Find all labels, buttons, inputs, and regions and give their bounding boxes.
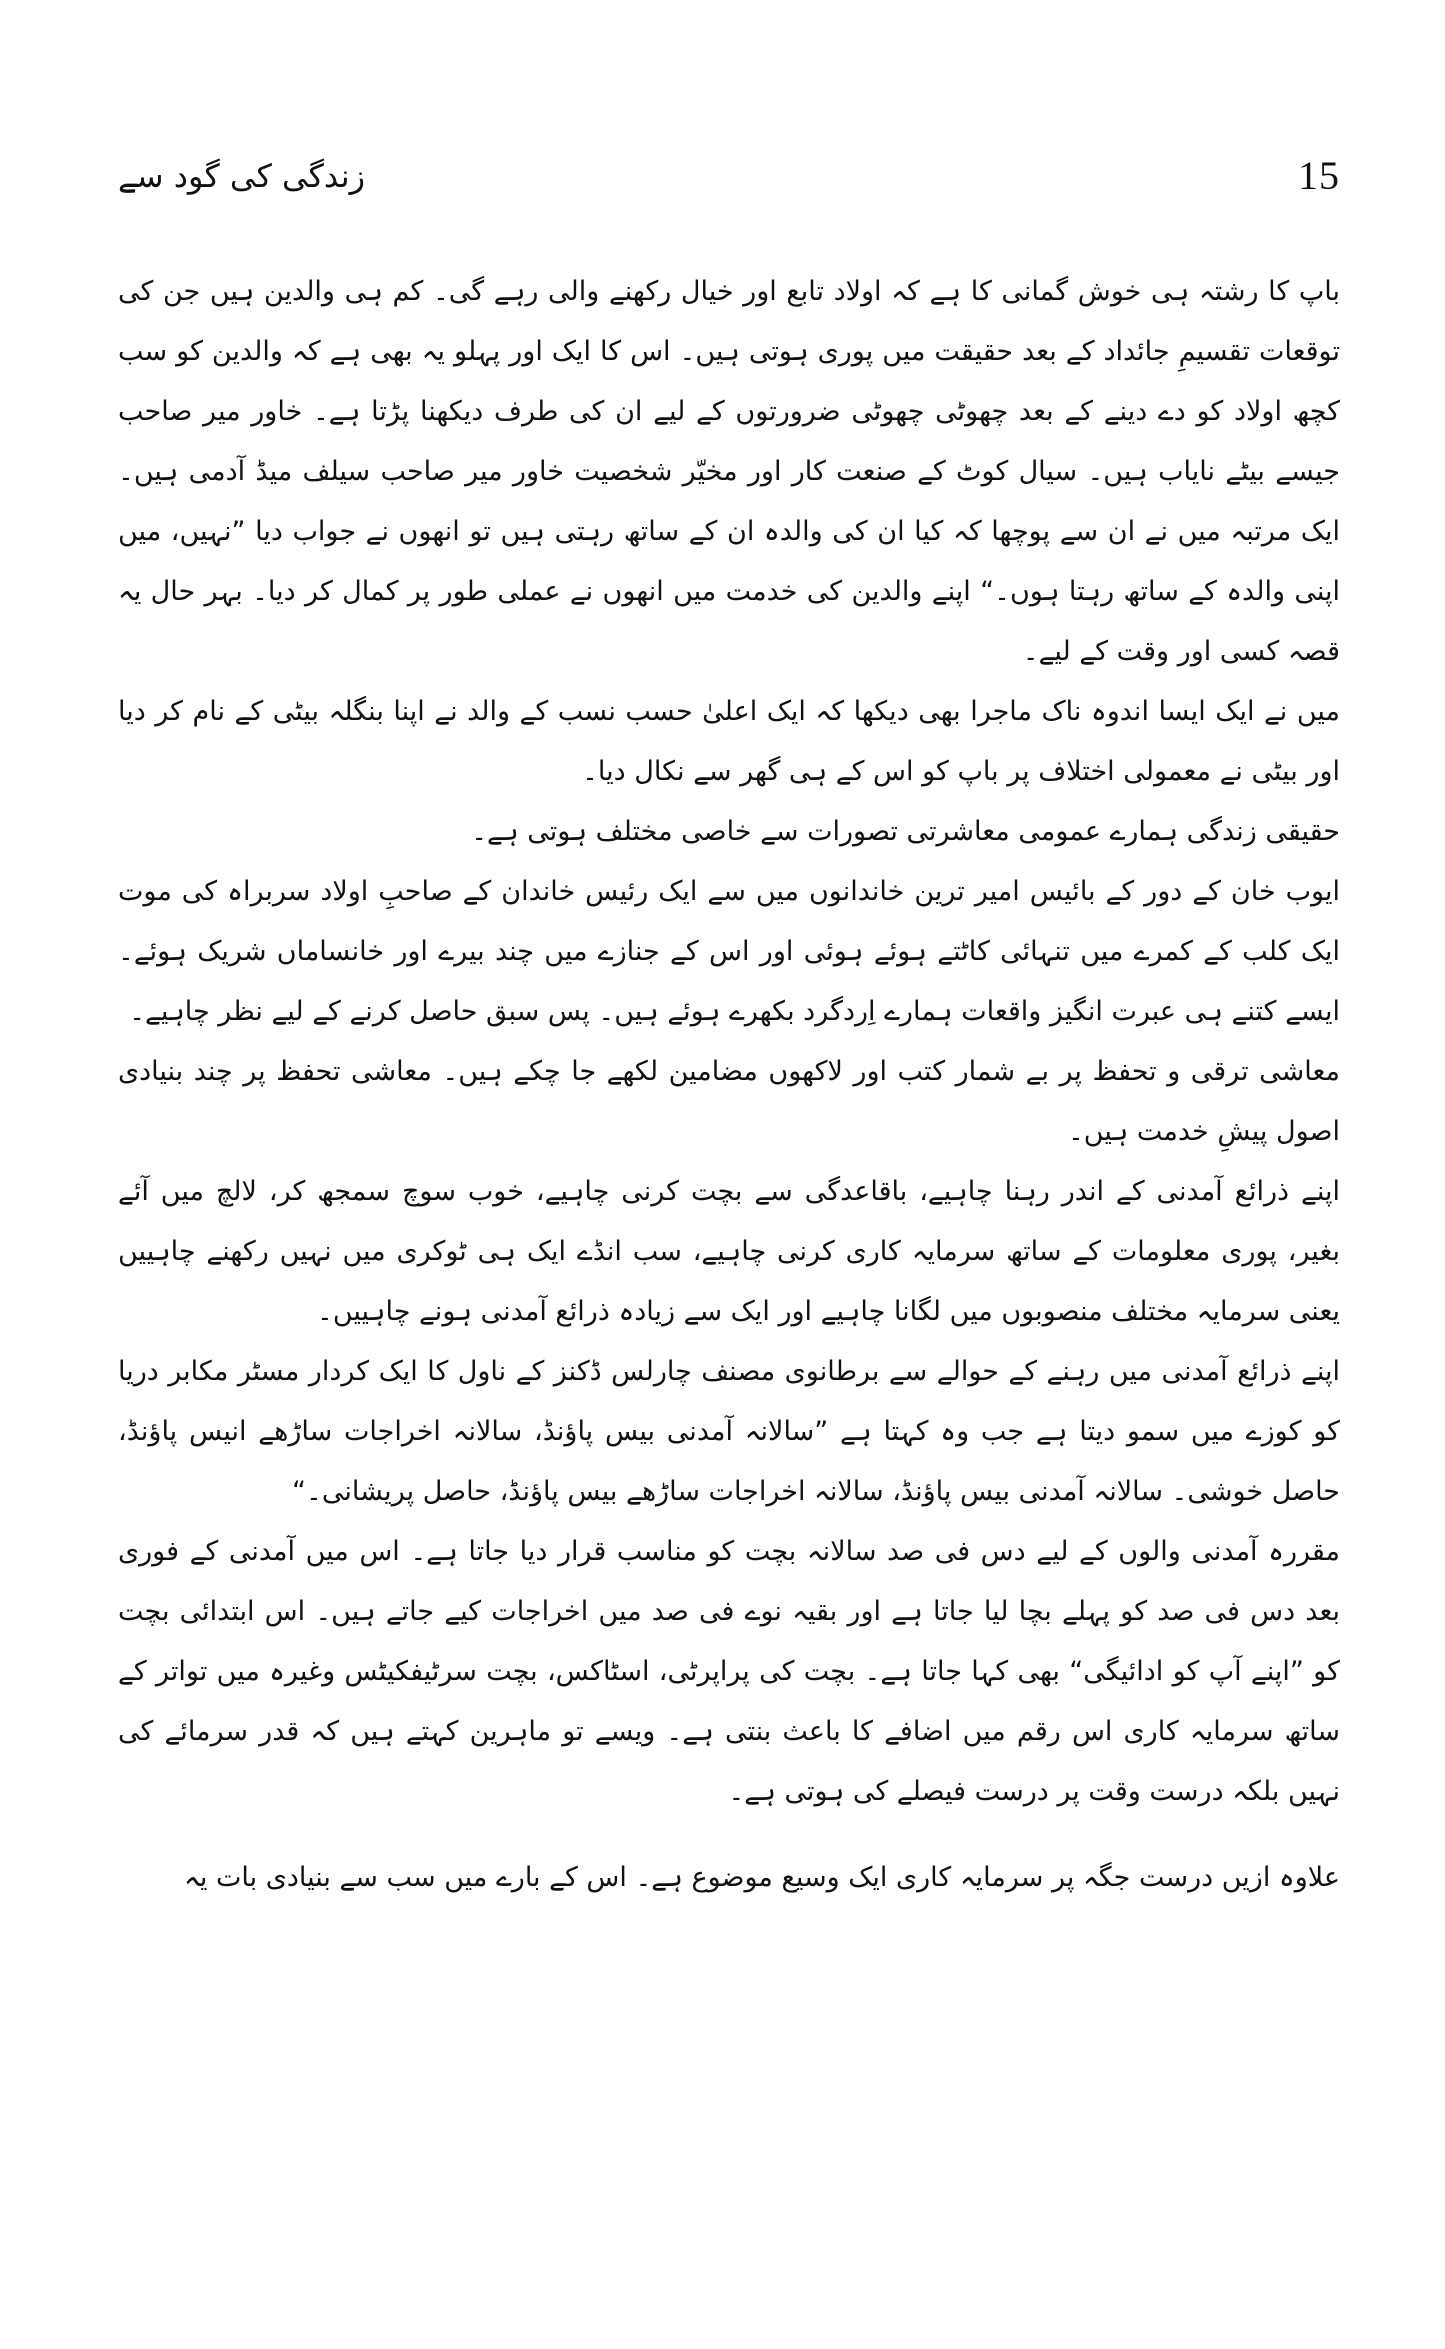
running-header bbox=[118, 148, 1340, 208]
paragraph: معاشی ترقی و تحفظ پر بے شمار کتب اور لاکھوں مضامین لکھے جا چکے ہیں۔ معاشی تحفظ پر چند بنیادی اصول پیشِ خدمت ہیں۔ bbox=[118, 1056, 1340, 1147]
paragraph: میں نے ایک ایسا اندوہ ناک ماجرا بھی دیکھا کہ ایک اعلیٰ حسب نسب کے والد نے اپنا بنگلہ بیٹی کے نام کر دیا اور بیٹی نے معمولی اختلاف پر باپ کو اس کے ہی گھر سے نکال دیا۔ bbox=[118, 696, 1340, 787]
paragraph: اپنے ذرائع آمدنی میں رہنے کے حوالے سے برطانوی مصنف چارلس ڈکنز کے ناول کا ایک کردار مسٹر مکابر دریا کو کوزے میں سمو دیتا ہے جب وہ کہتا ہے ”سالانہ آمدنی بیس پاؤنڈ، سالانہ اخراجات ساڑھے انیس پاؤنڈ، حاصل خوشی۔ سالانہ آمدنی بیس پاؤنڈ، سالانہ اخراجات ساڑھے بیس پاؤنڈ، حاصل پریشانی۔“ bbox=[118, 1356, 1340, 1507]
paragraph: ایوب خان کے دور کے بائیس امیر ترین خاندانوں میں سے ایک رئیس خاندان کے صاحبِ اولاد سربراہ کی موت ایک کلب کے کمرے میں تنہائی کاٹتے ہوئے ہوئی اور اس کے جنازے میں چند بیرے اور خانساماں شریک ہوئے۔ ایسے کتنے ہی عبرت انگیز واقعات ہمارے اِردگرد بکھرے ہوئے ہیں۔ پس سبق حاصل کرنے کے لیے نظر چاہیے۔ bbox=[118, 876, 1340, 1027]
paragraph: علاوہ ازیں درست جگہ پر سرمایہ کاری ایک وسیع موضوع ہے۔ اس کے بارے میں سب سے بنیادی بات یہ bbox=[184, 1862, 1340, 1893]
paragraph: باپ کا رشتہ ہی خوش گمانی کا ہے کہ اولاد تابع اور خیال رکھنے والی رہے گی۔ کم ہی والدین ہیں جن کی توقعات تقسیمِ جائداد کے بعد حقیقت میں پوری ہوتی ہیں۔ اس کا ایک اور پہلو یہ بھی ہے کہ والدین کو سب کچھ اولاد کو دے دینے کے بعد چھوٹی چھوٹی ضرورتوں کے لیے ان کی طرف دیکھنا پڑتا ہے۔ خاور میر صاحب جیسے بیٹے نایاب ہیں۔ سیال کوٹ کے صنعت کار اور مخیّر شخصیت خاور میر صاحب سیلف میڈ آدمی ہیں۔ ایک مرتبہ میں نے ان سے پوچھا کہ کیا ان کی والدہ ان کے ساتھ رہتی ہیں تو انھوں نے جواب دیا ”نہیں، میں اپنی والدہ کے ساتھ رہتا ہوں۔“ اپنے والدین کی خدمت میں انھوں نے عملی طور پر کمال کر دیا۔ بہر حال یہ قصہ کسی اور وقت کے لیے۔ bbox=[118, 276, 1341, 667]
paragraph: مقررہ آمدنی والوں کے لیے دس فی صد سالانہ بچت کو مناسب قرار دیا جاتا ہے۔ اس میں آمدنی کے فوری بعد دس فی صد کو پہلے بچا لیا جاتا ہے اور بقیہ نوے فی صد میں اخراجات کیے جاتے ہیں۔ اس ابتدائی بچت کو ”اپنے آپ کو ادائیگی“ بھی کہا جاتا ہے۔ بچت کی پراپرٹی، اسٹاکس، بچت سرٹیفکیٹس وغیرہ میں تواتر کے ساتھ سرمایہ کاری اس رقم میں اضافے کا باعث بنتی ہے۔ ویسے تو ماہرین کہتے ہیں کہ قدر سرمائے کی نہیں بلکہ درست وقت پر درست فیصلے کی ہوتی ہے۔ bbox=[118, 1536, 1340, 1807]
book-title: زندگی کی گود سے bbox=[118, 157, 366, 195]
paragraph: اپنے ذرائع آمدنی کے اندر رہنا چاہیے، باقاعدگی سے بچت کرنی چاہیے، خوب سوچ سمجھ کر، لالچ میں آئے بغیر، پوری معلومات کے ساتھ سرمایہ کاری کرنی چاہیے، سب انڈے ایک ہی ٹوکری میں نہیں رکھنے چاہییں یعنی سرمایہ مختلف منصوبوں میں لگانا چاہیے اور ایک سے زیادہ ذرائع آمدنی ہونے چاہییں۔ bbox=[118, 1176, 1340, 1327]
paragraph: حقیقی زندگی ہمارے عمومی معاشرتی تصورات سے خاصی مختلف ہوتی ہے۔ bbox=[471, 816, 1340, 847]
body-text bbox=[118, 262, 1340, 1908]
page-number: 15 bbox=[1298, 153, 1340, 198]
